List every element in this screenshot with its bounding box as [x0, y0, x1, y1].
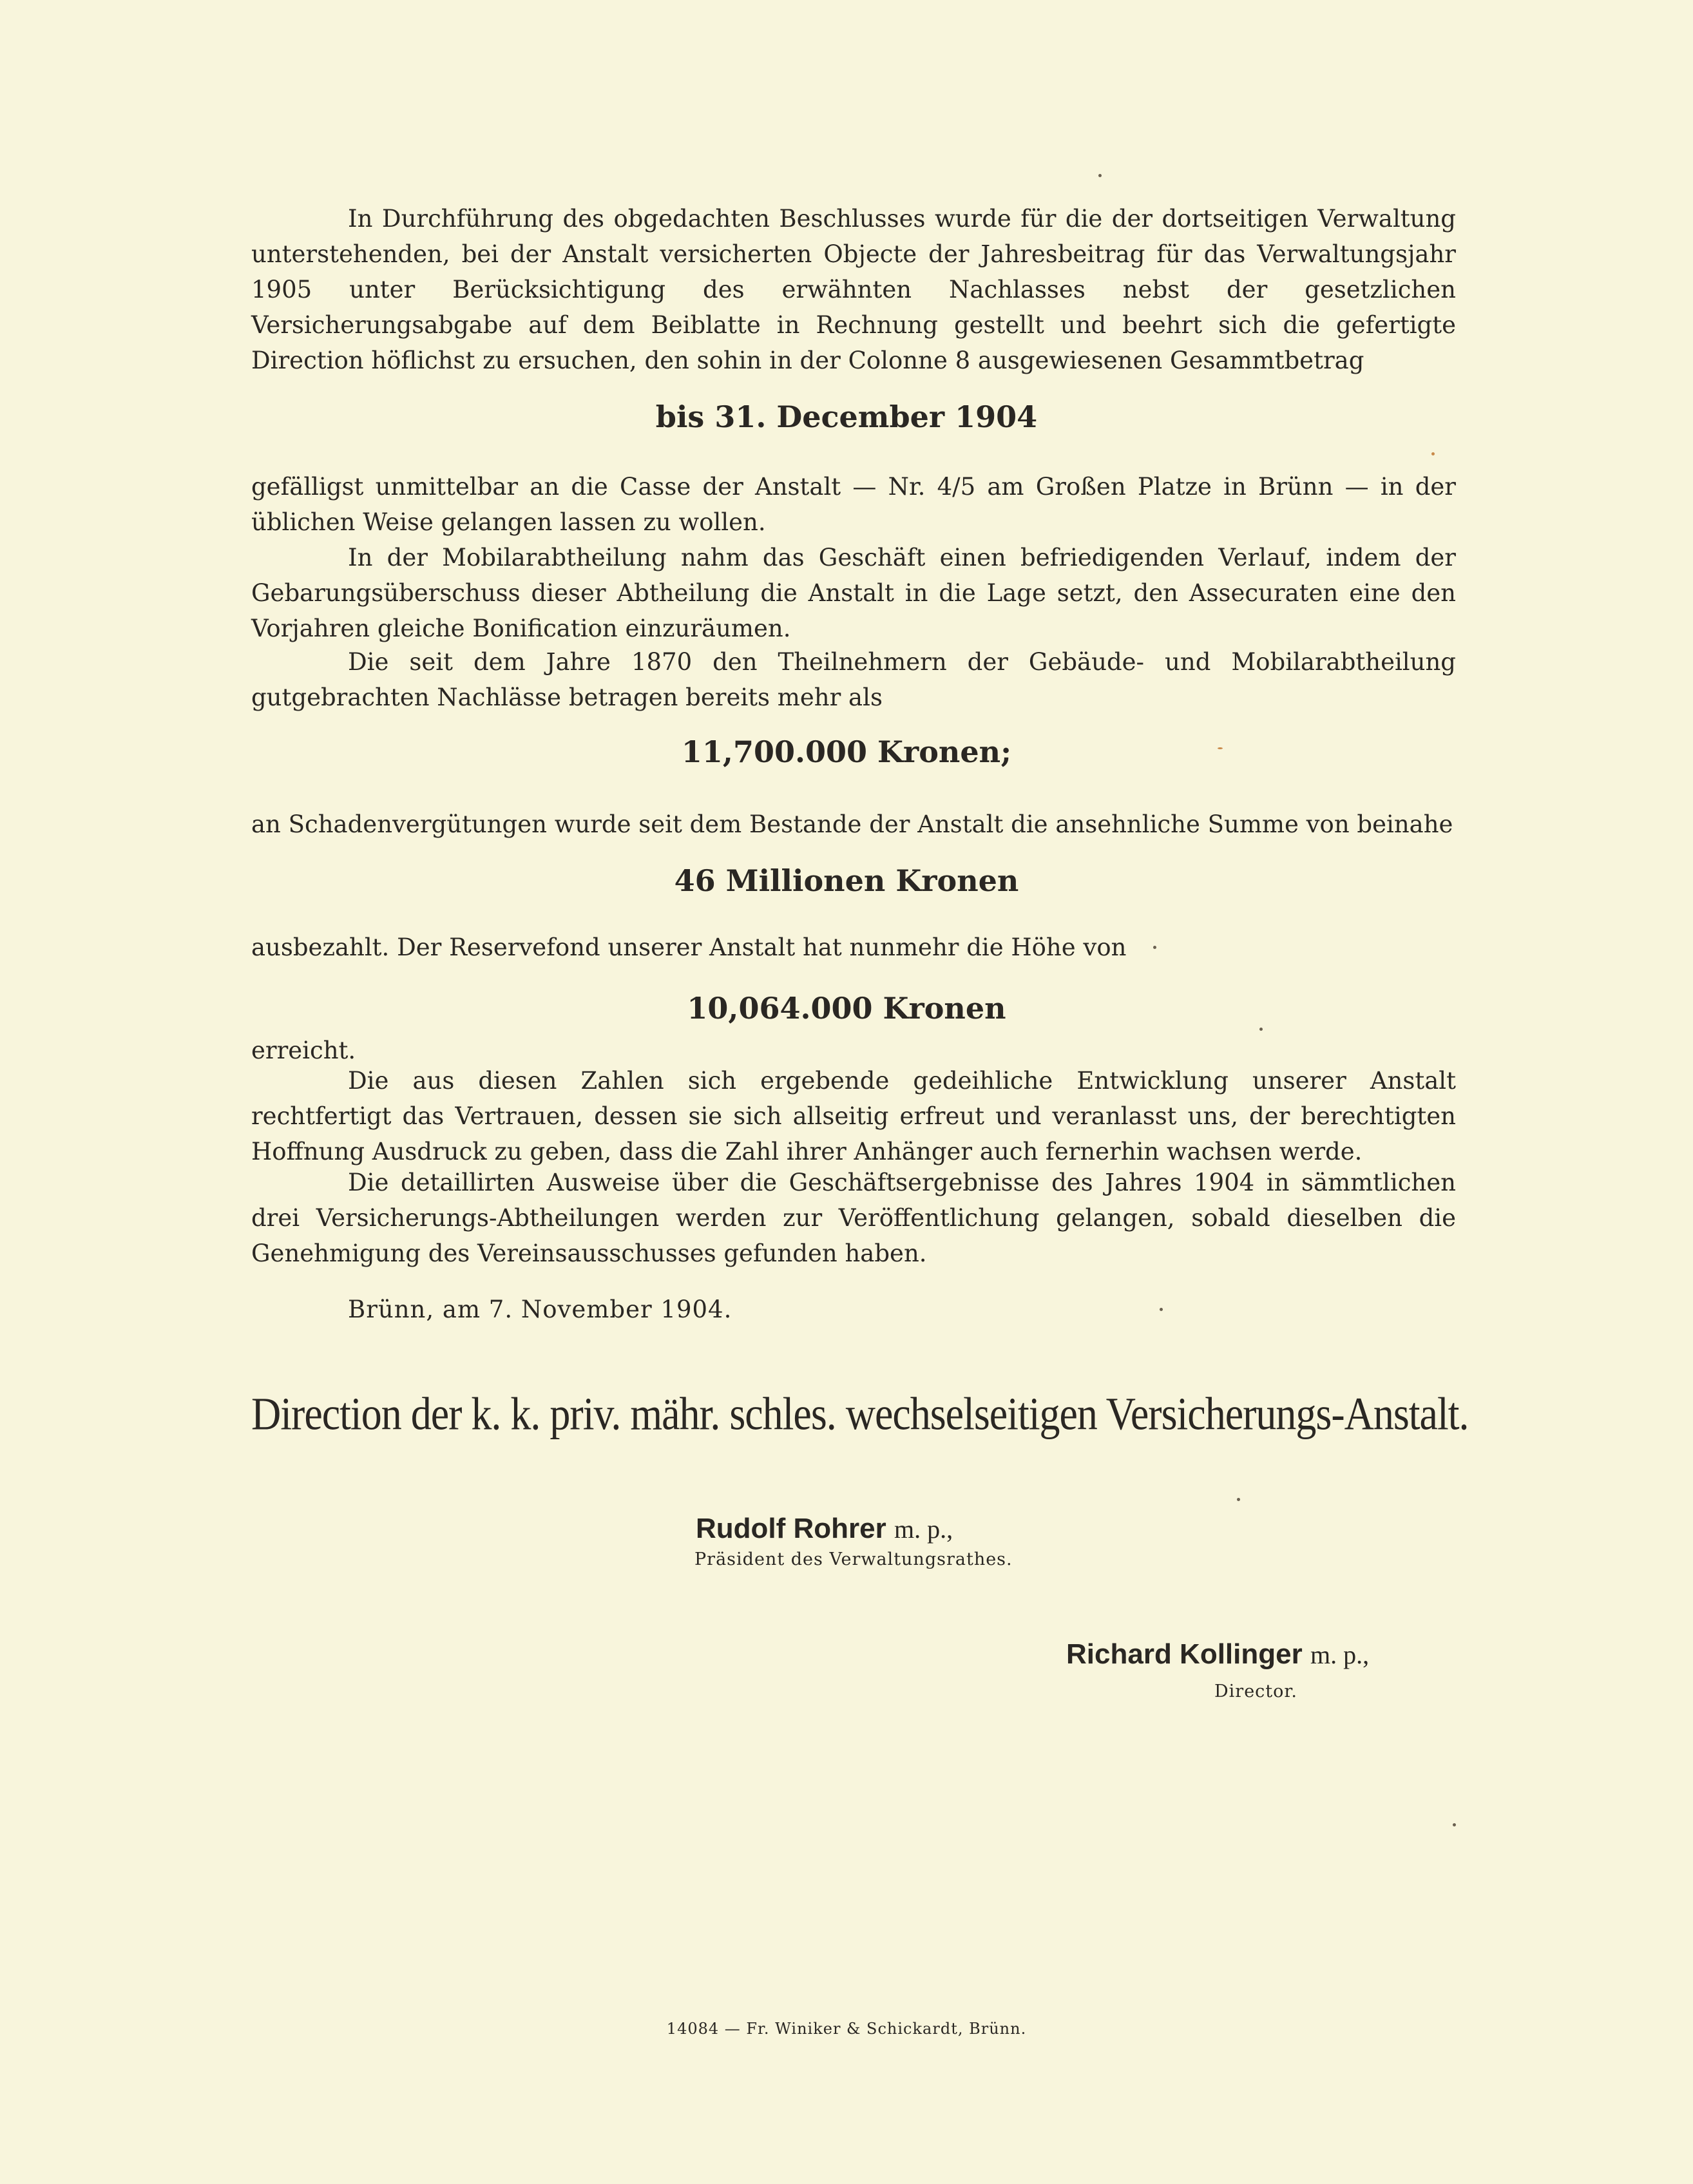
paragraph-payment-address: gefälligst unmittelbar an die Casse der Anstalt — Nr. 4/5 am Großen Platze in Brünn — in der üblichen Weise gelangen lassen zu wollen. [251, 473, 1456, 536]
printer-footer: 14084 — Fr. Winiker & Schickardt, Brünn. [666, 2020, 1027, 2038]
signer-director-name: Richard Kollinger [1066, 1638, 1303, 1670]
signer-president-role: Präsident des Verwaltungsrathes. [694, 1549, 1013, 1569]
paragraph-detailed-reports: Die detaillirten Ausweise über die Geschäftsergebnisse des Jahres 1904 in sämmtlichen drei Versicherungs-Abtheilungen werden zur Veröffentlichung gelangen, sobald dieselben die Genehmigung des Vereinsausschusses gefunden haben. [251, 1169, 1456, 1267]
paragraph-discounts-since-1870: Die seit dem Jahre 1870 den Theilnehmern der Gebäude- und Mobilarabtheilung gutgebrachten Nachlässe betragen bereits mehr als [251, 648, 1456, 711]
scan-speck [1453, 1823, 1456, 1826]
paragraph-reached: erreicht. [251, 1037, 356, 1064]
signer-president-name: Rudolf Rohrer [696, 1513, 886, 1544]
signer-president [696, 1513, 953, 1545]
scan-speck [1259, 1028, 1263, 1031]
paragraph-development: Die aus diesen Zahlen sich ergebende gedeihliche Entwicklung unserer Anstalt rechtfertigt das Vertrauen, dessen sie sich allseitig erfreut und veranlasst uns, der berechtigten Hoffnung Ausdruck zu geben, dass die Zahl ihrer Anhänger auch fernerhin wachsen werde. [251, 1067, 1456, 1165]
paragraph-reserve-fund: ausbezahlt. Der Reservefond unserer Anstalt hat nunmehr die Höhe von [251, 934, 1127, 961]
scan-speck [1160, 1308, 1163, 1311]
paragraph-mobilar-department: In der Mobilarabtheilung nahm das Geschäft einen befriedigenden Verlauf, indem der Gebarungsüberschuss dieser Abtheilung die Anstalt in die Lage setzt, den Assecuraten eine den Vorjahren gleiche Bonification einzuräumen. [251, 544, 1456, 642]
signer-president-mp: m. p., [894, 1515, 953, 1544]
signer-director-mp: m. p., [1310, 1640, 1370, 1669]
amount-reserve-fund: 10,064.000 Kronen [687, 991, 1006, 1026]
scan-speck [1431, 452, 1435, 455]
amount-compensation: 46 Millionen Kronen [674, 863, 1019, 898]
scan-speck [1218, 747, 1223, 749]
scan-speck [1098, 174, 1102, 177]
signer-director [1066, 1638, 1369, 1671]
place-and-date: Brünn, am 7. November 1904. [348, 1296, 732, 1323]
paragraph-payment-request: In Durchführung des obgedachten Beschlusses wurde für die der dortseitigen Verwaltung unterstehenden, bei der Anstalt versicherten Objecte der Jahresbeitrag für das Verwaltungsjahr 1905 unter Berücksichtigung des erwähnten Nachlasses nebst der gesetzlichen Versicherungsabgabe auf dem Beiblatte in Rechnung gestellt und beehrt sich die gefertigte Direction höflichst zu ersuchen, den sohin in der Colonne 8 ausgewiesenen Gesammtbetrag [251, 205, 1456, 374]
signer-director-role: Director. [1214, 1681, 1297, 1701]
scan-speck [1237, 1498, 1240, 1501]
scan-speck [1153, 946, 1156, 949]
signature-heading: Direction der k. k. priv. mähr. schles. wechselseitigen Versicherungs-Anstalt. [251, 1388, 1469, 1440]
paragraph-damage-compensation: an Schadenvergütungen wurde seit dem Bestande der Anstalt die ansehnliche Summe von beinahe [251, 810, 1453, 838]
payment-deadline: bis 31. December 1904 [655, 399, 1038, 434]
amount-discounts: 11,700.000 Kronen; [681, 734, 1012, 769]
